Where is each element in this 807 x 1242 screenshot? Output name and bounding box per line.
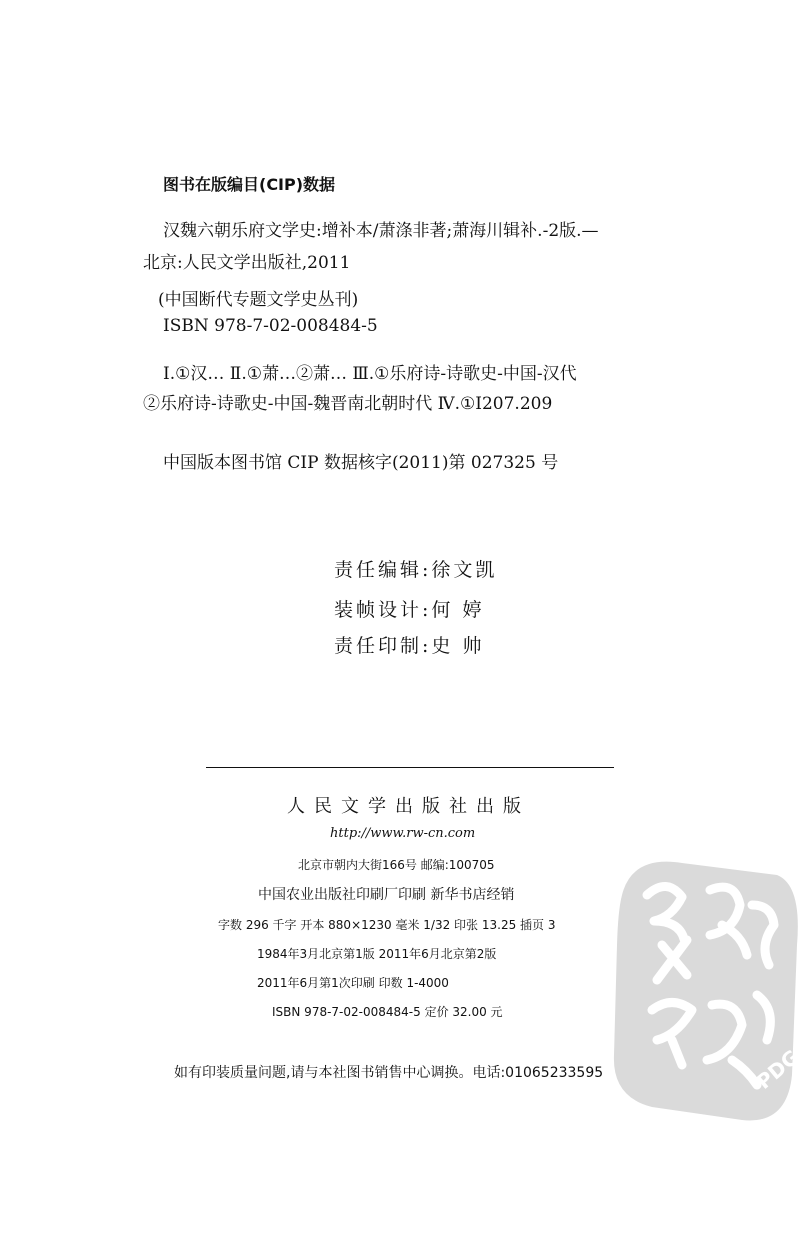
cip-line-1: 汉魏六朝乐府文学史:增补本/萧涤非著;萧海川辑补.-2版.—	[163, 221, 599, 241]
credit-designer: 装帧设计:何 婷	[334, 599, 485, 621]
cip-line-3: (中国断代专题文学史丛刊)	[158, 290, 359, 310]
cip-classification-2: ②乐府诗-诗歌史-中国-魏晋南北朝时代 Ⅳ.①I207.209	[143, 394, 553, 414]
stamp-text: PDG	[751, 1044, 804, 1094]
publisher-url: http://www.rw-cn.com	[330, 826, 476, 841]
publisher-address: 北京市朝内大街166号 邮编:100705	[298, 858, 495, 872]
publisher-name: 人民文学出版社出版	[287, 796, 530, 817]
divider-rule	[206, 767, 614, 768]
cip-isbn: ISBN 978-7-02-008484-5	[163, 316, 378, 336]
edition-info: 1984年3月北京第1版 2011年6月北京第2版	[257, 947, 497, 961]
quality-notice: 如有印装质量问题,请与本社图书销售中心调换。电话:01065233595	[174, 1065, 604, 1081]
printer-info: 中国农业出版社印刷厂印刷 新华书店经销	[258, 887, 515, 903]
printing-info: 2011年6月第1次印刷 印数 1-4000	[257, 976, 449, 990]
cip-classification-1: Ⅰ.①汉… Ⅱ.①萧…②萧… Ⅲ.①乐府诗-诗歌史-中国-汉代	[163, 364, 577, 384]
cip-line-2: 北京:人民文学出版社,2011	[143, 253, 351, 273]
credit-editor: 责任编辑:徐文凯	[334, 559, 498, 581]
isbn-price: ISBN 978-7-02-008484-5 定价 32.00 元	[272, 1005, 503, 1019]
cip-record-number: 中国版本图书馆 CIP 数据核字(2011)第 027325 号	[163, 453, 559, 473]
cip-title: 图书在版编目(CIP)数据	[163, 175, 336, 194]
print-specs: 字数 296 千字 开本 880×1230 毫米 1/32 印张 13.25 插页 3	[218, 918, 556, 932]
credit-production: 责任印制:史 帅	[334, 635, 485, 657]
pdg-watermark-stamp	[592, 835, 807, 1135]
